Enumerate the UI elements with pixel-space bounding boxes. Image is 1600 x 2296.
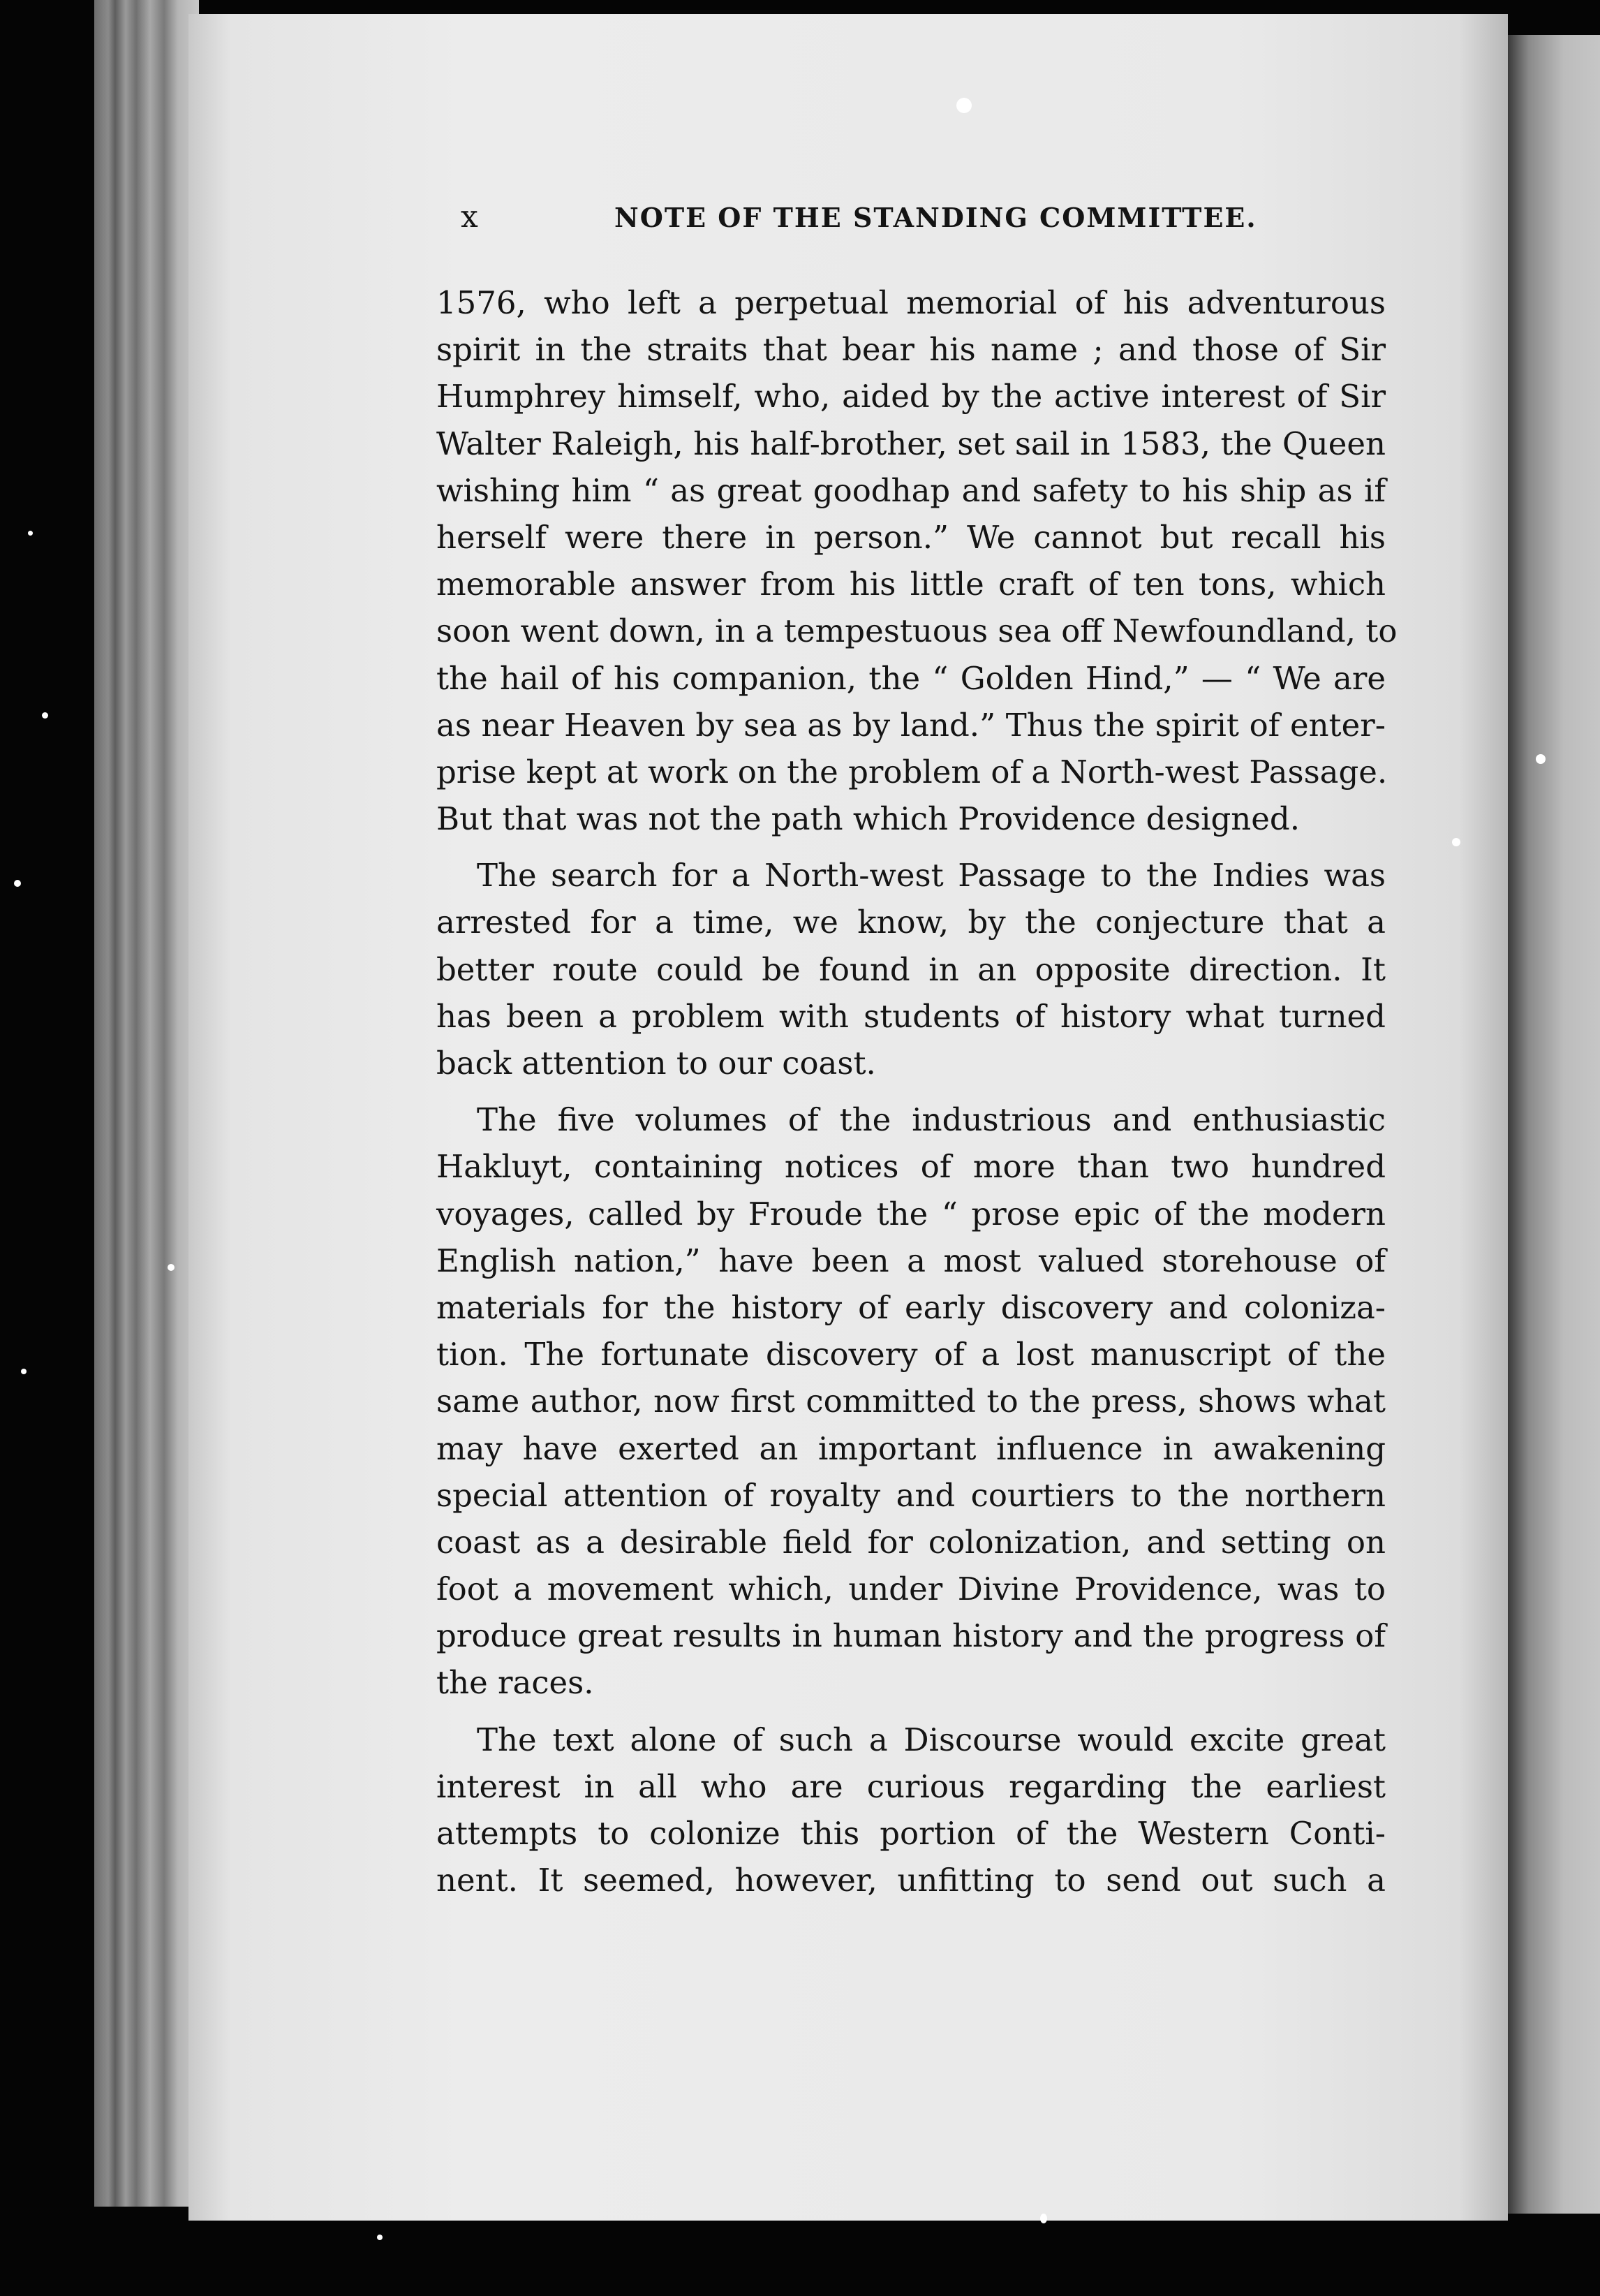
text-line: The text alone of such a Discourse would excite great bbox=[477, 1721, 1386, 1758]
scan-speck bbox=[28, 531, 33, 536]
text-line: materials for the history of early discovery and coloniza- bbox=[436, 1288, 1386, 1326]
text-line: prise kept at work on the problem of a North-west Passage. bbox=[436, 753, 1388, 790]
scan-speck bbox=[168, 1264, 175, 1271]
scan-speck bbox=[956, 98, 972, 113]
body-text bbox=[436, 279, 1398, 1904]
scan-speck bbox=[1452, 838, 1460, 846]
adjacent-page-edge bbox=[1508, 35, 1600, 2214]
scan-speck bbox=[1536, 754, 1546, 764]
text-line: coast as a desirable field for colonization, and setting on bbox=[436, 1523, 1386, 1561]
text-line: the hail of his companion, the “ Golden Hind,” — “ We are bbox=[436, 659, 1386, 697]
scan-speck bbox=[21, 1369, 27, 1374]
text-line: produce great results in human history and the progress of bbox=[436, 1617, 1386, 1655]
text-line: interest in all who are curious regarding the earliest bbox=[436, 1767, 1386, 1805]
text-line: same author, now first committed to the press, shows what bbox=[436, 1383, 1386, 1420]
text-line: The search for a North-west Passage to the Indies was bbox=[477, 857, 1386, 895]
text-line: English nation,” have been a most valued storehouse of bbox=[436, 1242, 1386, 1279]
scan-speck bbox=[42, 712, 48, 719]
text-line: better route could be found in an opposite direction. It bbox=[436, 950, 1386, 988]
text-line: memorable answer from his little craft of ten tons, which bbox=[436, 566, 1386, 603]
page-edges bbox=[94, 0, 199, 2207]
text-line: The five volumes of the industrious and enthusiastic bbox=[477, 1101, 1386, 1139]
text-line: soon went down, in a tempestuous sea off Newfoundland, to bbox=[436, 612, 1398, 650]
text-line: wishing him “ as great goodhap and safety to his ship as if bbox=[436, 471, 1386, 509]
running-head: NOTE OF THE STANDING COMMITTEE. bbox=[614, 202, 1257, 233]
text-line: has been a problem with students of history what turned bbox=[436, 997, 1386, 1035]
text-line: Walter Raleigh, his half-brother, set sail in 1583, the Queen bbox=[436, 425, 1386, 462]
text-line: foot a movement which, under Divine Providence, was to bbox=[436, 1570, 1386, 1608]
text-line: the races. bbox=[436, 1664, 594, 1702]
text-line: Hakluyt, containing notices of more than two hundred bbox=[436, 1148, 1386, 1186]
scan-speck bbox=[14, 880, 21, 887]
text-line: 1576, who left a perpetual memorial of his adventurous bbox=[436, 284, 1386, 321]
page-number: x bbox=[461, 199, 480, 235]
text-line: spirit in the straits that bear his name ; and those of Sir bbox=[436, 331, 1386, 369]
text-line: Humphrey himself, who, aided by the active interest of Sir bbox=[436, 378, 1386, 415]
text-line: back attention to our coast. bbox=[436, 1045, 876, 1082]
text-line: may have exerted an important influence in awakening bbox=[436, 1429, 1386, 1467]
text-line: as near Heaven by sea as by land.” Thus the spirit of enter- bbox=[436, 706, 1386, 744]
scan-speck bbox=[377, 2235, 383, 2240]
text-line: herself were there in person.” We cannot but recall his bbox=[436, 518, 1386, 556]
text-line: tion. The fortunate discovery of a lost manuscript of the bbox=[436, 1336, 1386, 1374]
page-header bbox=[461, 199, 1264, 241]
scan-speck bbox=[1040, 2214, 1047, 2223]
text-line: arrested for a time, we know, by the conjecture that a bbox=[436, 904, 1386, 941]
text-line: attempts to colonize this portion of the Western Conti- bbox=[436, 1815, 1386, 1852]
text-line: But that was not the path which Providence designed. bbox=[436, 800, 1301, 838]
text-line: voyages, called by Froude the “ prose epic of the modern bbox=[436, 1195, 1386, 1232]
text-line: special attention of royalty and courtiers to the northern bbox=[436, 1476, 1386, 1514]
text-line: nent. It seemed, however, unfitting to send out such a bbox=[436, 1862, 1386, 1899]
